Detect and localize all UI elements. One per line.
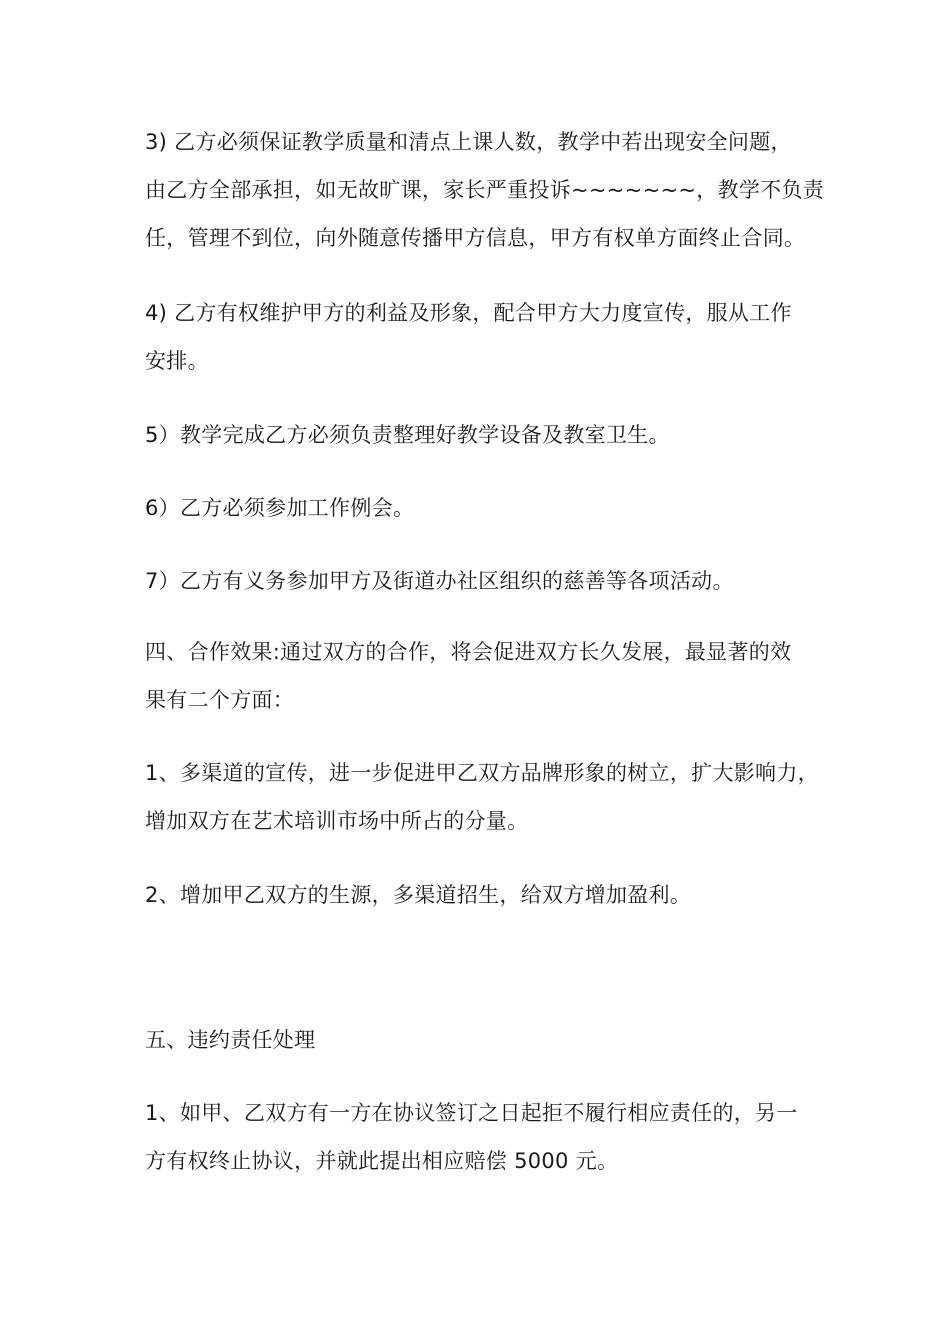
text-line: 安排。 <box>145 349 209 373</box>
text-line: 增加双方在艺术培训市场中所占的分量。 <box>145 809 529 833</box>
text-line: 果有二个方面： <box>145 688 295 712</box>
text-line: 四、合作效果:通过双方的合作，将会促进双方长久发展，最显著的效 <box>145 640 792 664</box>
paragraph-effect-2 <box>145 871 825 919</box>
text-line: 2、增加甲乙双方的生源，多渠道招生，给双方增加盈利。 <box>145 883 692 907</box>
paragraph-breach-1 <box>145 1089 825 1185</box>
paragraph-item-3 <box>145 118 825 262</box>
paragraph-item-6 <box>145 484 825 532</box>
section-heading-5 <box>145 1016 825 1064</box>
paragraph-item-4 <box>145 289 825 385</box>
text-line: 任，管理不到位，向外随意传播甲方信息，甲方有权单方面终止合同。 <box>145 226 806 250</box>
paragraph-item-7 <box>145 557 825 605</box>
text-line: 3) 乙方必须保证教学质量和清点上课人数，教学中若出现安全问题， <box>145 130 792 154</box>
text-line: 5）教学完成乙方必须负责整理好教学设备及教室卫生。 <box>145 423 670 447</box>
text-line: 7）乙方有义务参加甲方及街道办社区组织的慈善等各项活动。 <box>145 569 734 593</box>
text-line: 由乙方全部承担，如无故旷课，家长严重投诉~~~~~~~，教学不负责 <box>145 178 825 202</box>
text-line: 1、如甲、乙双方有一方在协议签订之日起拒不履行相应责任的，另一 <box>145 1101 798 1125</box>
paragraph-section-4 <box>145 628 825 724</box>
text-line: 1、多渠道的宣传，进一步促进甲乙双方品牌形象的树立，扩大影响力， <box>145 761 819 785</box>
text-line: 方有权终止协议，并就此提出相应赔偿 5000 元。 <box>145 1149 619 1173</box>
text-line: 6）乙方必须参加工作例会。 <box>145 496 415 520</box>
paragraph-item-5 <box>145 411 825 459</box>
paragraph-effect-1 <box>145 749 825 845</box>
text-line: 五、违约责任处理 <box>145 1028 316 1052</box>
text-line: 4) 乙方有权维护甲方的利益及形象，配合甲方大力度宣传，服从工作 <box>145 301 792 325</box>
